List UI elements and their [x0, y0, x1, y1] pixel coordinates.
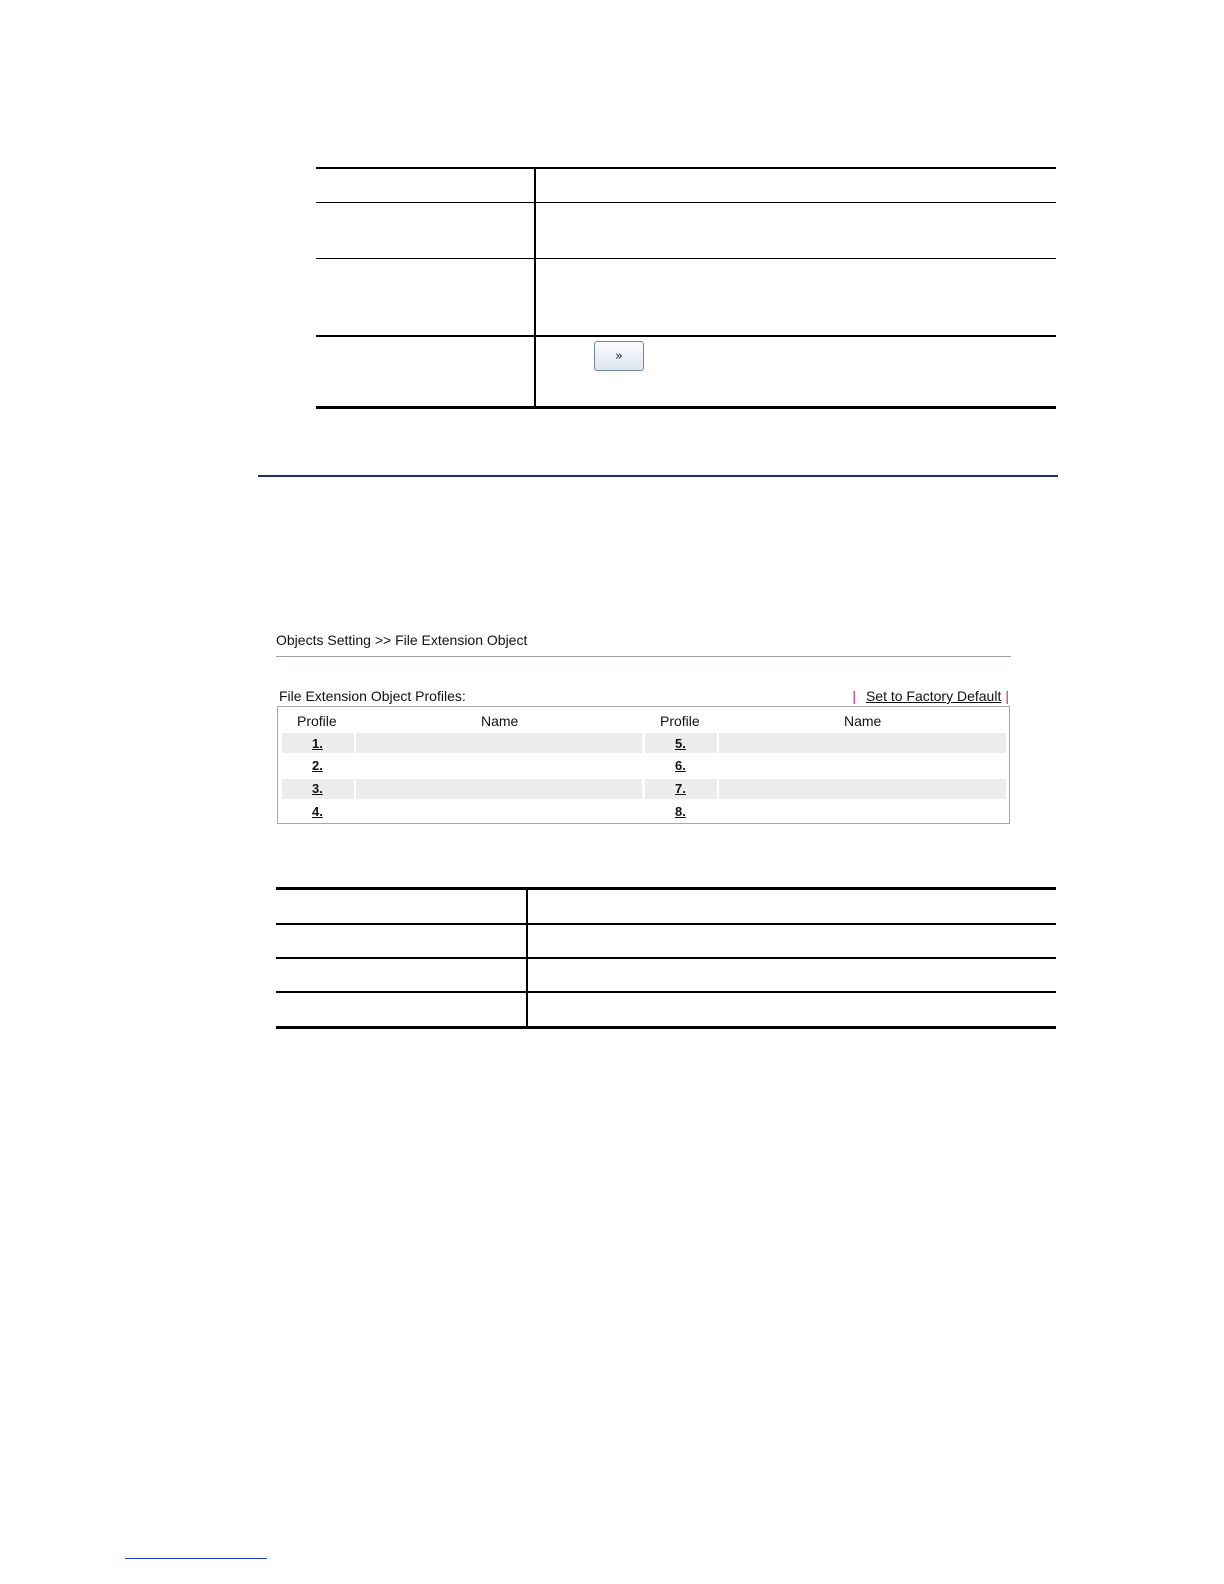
table-rule [276, 1026, 1056, 1029]
name-cell [356, 779, 642, 799]
name-cell [719, 802, 1006, 822]
profile-link-2[interactable]: 2. [312, 758, 323, 773]
profile-link-8[interactable]: 8. [675, 804, 686, 819]
table-rule [276, 957, 1056, 959]
name-cell [719, 756, 1006, 776]
name-cell [356, 756, 642, 776]
profile-link-7[interactable]: 7. [675, 781, 686, 796]
profile-link-4[interactable]: 4. [312, 804, 323, 819]
table-rule [316, 202, 1056, 203]
column-header-name: Name [481, 713, 519, 729]
table-column-divider [534, 167, 536, 409]
table-rule [316, 406, 1056, 409]
profiles-table [277, 706, 1010, 824]
column-header-profile: Profile [297, 713, 337, 729]
table-rule [276, 887, 1056, 890]
expand-arrow-button[interactable]: » [594, 341, 644, 371]
table-rule [316, 335, 1056, 337]
separator-pipe: | [852, 688, 856, 704]
name-cell [356, 802, 642, 822]
doc-table-bottom [276, 887, 1056, 1029]
breadcrumb-divider [276, 656, 1011, 657]
factory-default-bar [852, 688, 1009, 704]
table-rule [316, 167, 1056, 169]
profile-link-1[interactable]: 1. [312, 736, 323, 751]
column-header-name: Name [844, 713, 882, 729]
profile-link-5[interactable]: 5. [675, 736, 686, 751]
table-rule [276, 991, 1056, 993]
section-divider [258, 475, 1058, 477]
table-column-divider [526, 887, 528, 1029]
file-extension-object-panel [276, 628, 1011, 828]
profile-link-6[interactable]: 6. [675, 758, 686, 773]
breadcrumb: Objects Setting >> File Extension Object [276, 632, 528, 648]
name-cell [719, 733, 1006, 753]
name-cell [356, 733, 642, 753]
profile-link-3[interactable]: 3. [312, 781, 323, 796]
column-header-profile: Profile [660, 713, 700, 729]
profiles-section-label: File Extension Object Profiles: [279, 688, 466, 704]
name-cell [719, 779, 1006, 799]
separator-pipe: | [1005, 688, 1009, 704]
set-to-factory-default-link[interactable]: Set to Factory Default [865, 688, 1002, 704]
footnote-rule [125, 1558, 267, 1559]
table-rule [276, 923, 1056, 925]
table-rule [316, 258, 1056, 259]
doc-table-top [316, 167, 1056, 409]
